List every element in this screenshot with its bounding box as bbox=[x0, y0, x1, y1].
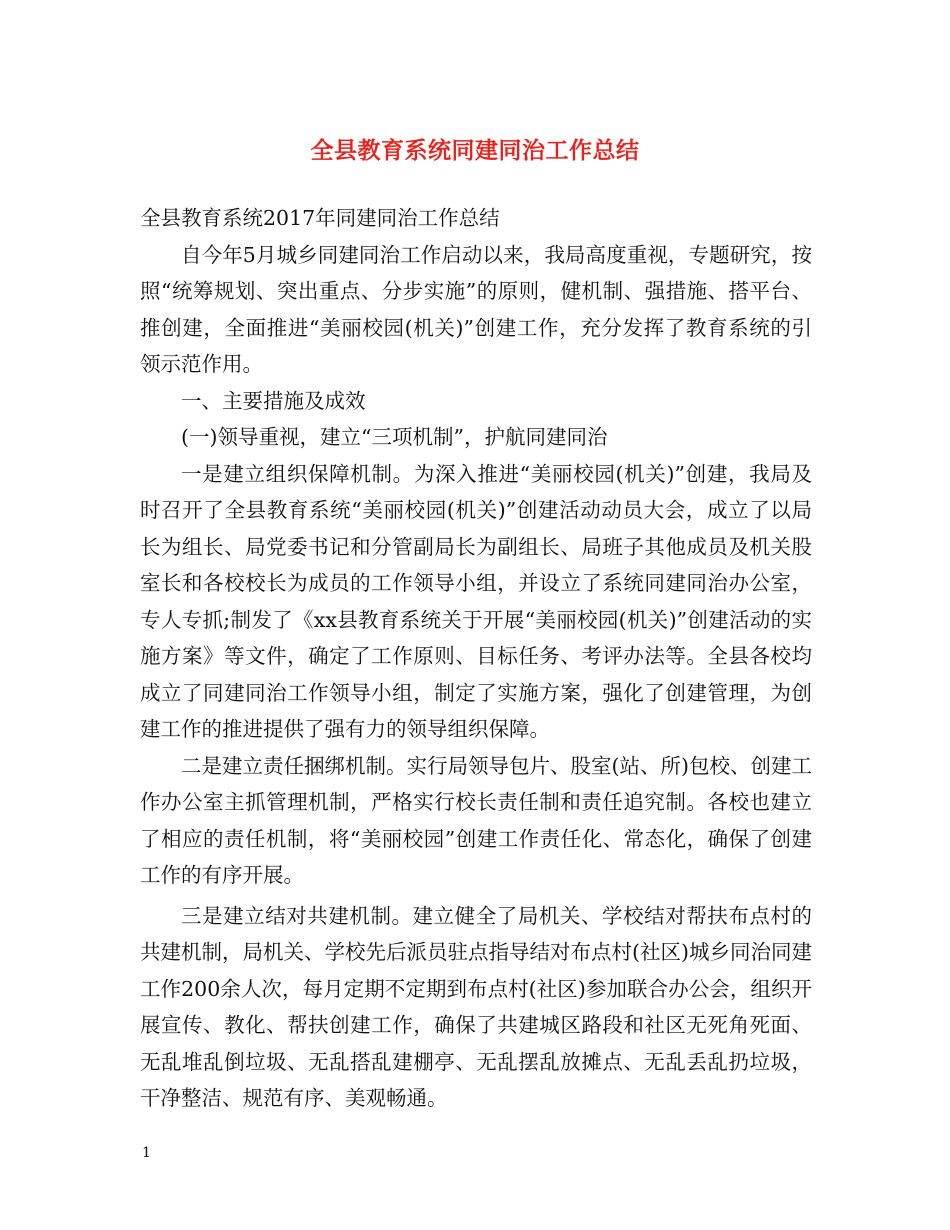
page-number: 1 bbox=[142, 1145, 151, 1161]
subsection-heading: (一)领导重视，建立“三项机制”，护航同建同治 bbox=[181, 425, 608, 449]
intro-paragraph: 自今年5月城乡同建同治工作启动以来，我局高度重视，专题研究，按照“统筹规划、突出重点、分步实施”的原则，健机制、强措施、搭平台、推创建，全面推进“美丽校园(机关)”创建工作，充分发挥了教育系统的引领示范作用。 bbox=[140, 242, 812, 376]
paragraph-pairing-mechanism: 三是建立结对共建机制。建立健全了局机关、学校结对帮扶布点村的共建机制，局机关、学校先后派员驻点指导结对布点村(社区)城乡同治同建工作200余人次，每月定期不定期到布点村(社区)参加联合办公会，组织开展宣传、教化、帮扶创建工作，确保了共建城区路段和社区无死角死面、无乱堆乱倒垃圾、无乱搭乱建棚亭、无乱摆乱放摊点、无乱丢乱扔垃圾，干净整洁、规范有序、美观畅通。 bbox=[140, 903, 812, 1110]
document-body bbox=[140, 200, 812, 1117]
section-heading: 一、主要措施及成效 bbox=[181, 388, 366, 413]
paragraph-responsibility-mechanism: 二是建立责任捆绑机制。实行局领导包片、股室(站、所)包校、创建工作办公室主抓管理机制，严格实行校长责任制和责任追究制。各校也建立了相应的责任机制，将“美丽校园”创建工作责任化、常态化，确保了创建工作的有序开展。 bbox=[140, 753, 812, 887]
paragraph-organization-mechanism: 一是建立组织保障机制。为深入推进“美丽校园(机关)”创建，我局及时召开了全县教育系统“美丽校园(机关)”创建活动动员大会，成立了以局长为组长、局党委书记和分管副局长为副组长、局班子其他成员及机关股室长和各校校长为成员的工作领导小组，并设立了系统同建同治办公室，专人专抓;制发了《xx县教育系统关于开展“美丽校园(机关)”创建活动的实施方案》等文件，确定了工作原则、目标任务、考评办法等。全县各校均成立了同建同治工作领导小组，制定了实施方案，强化了创建管理，为创建工作的推进提供了强有力的领导组织保障。 bbox=[140, 461, 812, 741]
page-title: 全县教育系统同建同治工作总结 bbox=[310, 138, 640, 164]
subtitle-line: 全县教育系统2017年同建同治工作总结 bbox=[140, 206, 500, 230]
